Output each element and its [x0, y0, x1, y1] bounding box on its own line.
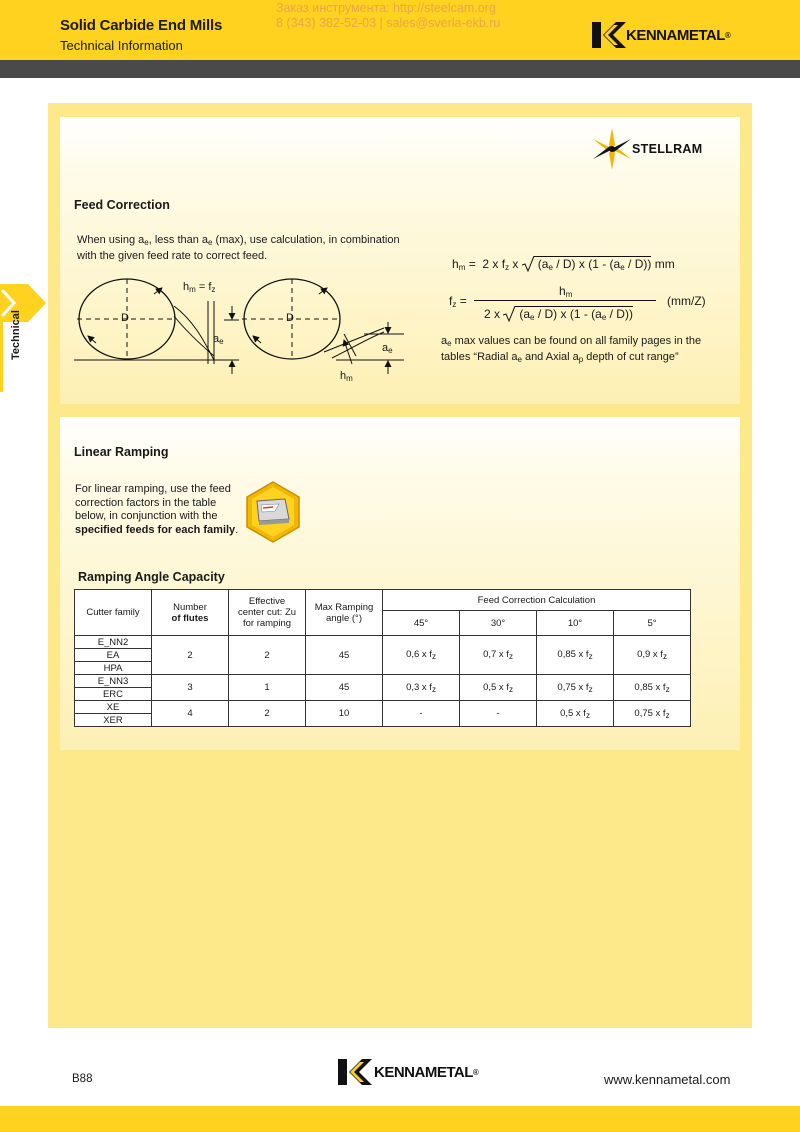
family-cell: E_NN3 [75, 675, 152, 688]
header-text: Max Ramping [314, 601, 374, 613]
side-tab-arrow-icon [0, 284, 46, 322]
ae-sub: e [219, 337, 224, 346]
sqrt-group [534, 256, 652, 272]
feed-correction-intro [77, 234, 417, 263]
header-text: angle (°) [325, 612, 362, 624]
header-text: Number [173, 601, 207, 613]
family-cell: XER [75, 714, 152, 727]
feed-value: 0,75 x f [634, 707, 666, 719]
header-cutter-family: Cutter family [75, 590, 152, 636]
feed-value: 0,6 x f [406, 649, 432, 660]
header-divider-band [0, 60, 800, 78]
formula-text: = [459, 294, 467, 308]
page-number: B88 [72, 1073, 93, 1085]
linear-ramping-heading: Linear Ramping [74, 445, 169, 459]
kennametal-k-icon [592, 22, 626, 48]
max-angle-cell: 45 [306, 675, 383, 701]
note-text: and Axial a [521, 350, 579, 363]
formula-sub: e [530, 313, 535, 322]
sqrt-icon [503, 306, 515, 322]
center-cut-cell: 2 [229, 636, 306, 675]
ramping-text-line: below, in conjunction with the [75, 510, 218, 522]
formula-fz-denominator [484, 306, 633, 322]
hm-equals-fz-label [183, 281, 215, 297]
formula-sub: e [548, 263, 553, 272]
formula-sub: m [458, 263, 466, 272]
feed-sub: z [665, 684, 670, 694]
order-link-line[interactable]: Заказ инструмента: http://steelcam.org [276, 1, 496, 15]
fz-label: f [208, 281, 212, 293]
header-text: center cut: Zu [237, 607, 297, 618]
max-angle-cell: 45 [306, 636, 383, 675]
header-angle-45: 45° [383, 611, 460, 636]
formula-text: = [468, 257, 476, 271]
feed-45-cell [383, 675, 460, 701]
feed-correction-heading: Feed Correction [74, 198, 170, 212]
header-angle-10: 10° [537, 611, 614, 636]
formula-text: / D) x (1 - (a [552, 257, 621, 271]
diameter-label: D [121, 312, 129, 324]
feed-sub: z [431, 652, 436, 661]
center-cut-cell: 1 [229, 675, 306, 701]
feed-sub: z [508, 684, 513, 694]
center-cut-cell: 2 [229, 701, 306, 727]
feed-sub: z [508, 652, 513, 661]
feed-value: 0,3 x f [406, 681, 432, 693]
formula-sub: e [620, 263, 625, 272]
ramping-text-line: correction factors in the table [75, 496, 217, 509]
feed-value: 0,75 x f [557, 681, 589, 693]
equals-sign: = [198, 281, 206, 293]
feed-30-cell [460, 675, 537, 701]
hm-label: h [183, 281, 190, 293]
header-feed-correction: Feed Correction Calculation [383, 590, 691, 611]
formula-sub: m [565, 290, 573, 299]
note-text: depth of cut range” [583, 350, 679, 363]
formula-text: (a [537, 257, 549, 271]
formula-unit: mm [654, 257, 675, 271]
family-cell: HPA [75, 662, 152, 675]
formula-text: / D) x (1 - (a [534, 307, 602, 321]
family-cell: XE [75, 701, 152, 714]
formula-text: 2 x [484, 307, 501, 321]
intro-sub: e [144, 238, 149, 247]
formula-text: x [512, 257, 519, 271]
ramping-text-line: . [235, 523, 239, 536]
feed-5-cell [614, 636, 691, 675]
feed-value: 0,9 x f [637, 649, 663, 660]
formula-fz-lhs [449, 294, 467, 309]
feed-value: 0,7 x f [483, 649, 509, 660]
ae-label [213, 333, 224, 349]
feed-30-cell: - [460, 701, 537, 727]
stellram-logo [592, 127, 702, 171]
kennametal-logo [592, 22, 731, 48]
table-row [75, 701, 691, 714]
ae-text: a [382, 342, 389, 354]
header-angle-5: 5° [614, 611, 691, 636]
feed-value: 0,85 x f [634, 681, 666, 693]
sqrt-icon [522, 256, 534, 272]
ramping-text-line: For linear ramping, use the feed [75, 483, 231, 495]
sqrt-group [515, 306, 633, 322]
table-row [75, 675, 691, 688]
header-center-cut [229, 590, 306, 636]
ae-text: a [213, 333, 220, 345]
linear-ramping-text [75, 483, 245, 537]
feed-sub: z [588, 684, 593, 694]
feed-45-cell [383, 636, 460, 675]
footer-band [0, 1106, 800, 1132]
family-cell: E_NN2 [75, 636, 152, 649]
intro-sub: e [208, 238, 213, 247]
formula-text: / D)) [606, 307, 633, 321]
feed-5-cell [614, 675, 691, 701]
ae-max-note [441, 335, 731, 366]
stellram-wordmark: STELLRAM [632, 142, 703, 156]
table-title: Ramping Angle Capacity [78, 570, 225, 584]
header-angle-30: 30° [460, 611, 537, 636]
formula-fz-unit: (mm/Z) [667, 294, 706, 308]
feed-sub: z [431, 684, 436, 694]
hm-text: h [340, 370, 347, 382]
feed-5-cell [614, 701, 691, 727]
feed-value: 0,85 x f [557, 649, 589, 660]
diameter-label: D [286, 312, 294, 324]
header-max-ramping [306, 590, 383, 636]
table-row [75, 636, 691, 649]
kennametal-wordmark: KENNAMETAL [626, 26, 725, 44]
formula-text: h [559, 284, 566, 298]
intro-text: with the given feed rate to correct feed. [77, 249, 268, 262]
side-tab-line [0, 322, 3, 392]
flutes-cell: 3 [152, 675, 229, 701]
fz-sub: z [211, 285, 216, 294]
family-cell: ERC [75, 688, 152, 701]
side-tab-label: Technical [10, 310, 22, 360]
note-text: max values can be found on all family pages in the [451, 335, 702, 347]
header-text: Effective [248, 596, 286, 607]
max-angle-cell: 10 [306, 701, 383, 727]
formula-fz-numerator [559, 284, 572, 299]
feed-10-cell [537, 636, 614, 675]
formula-sub: z [505, 263, 510, 272]
ramping-angle-table [74, 589, 691, 727]
note-sub: e [447, 339, 452, 348]
formula-hm [452, 256, 675, 272]
hm-sub: m [189, 285, 196, 294]
ae-label [382, 342, 393, 358]
feed-value: 0,5 x f [560, 707, 586, 719]
formula-sub: e [601, 313, 607, 322]
hm-sub: m [346, 374, 353, 383]
family-cell: EA [75, 649, 152, 662]
footer-kennametal-logo [336, 1059, 479, 1085]
intro-text: (max), use calculation, in combination [212, 234, 400, 246]
feed-correction-diagram [74, 276, 414, 388]
feed-10-cell [537, 675, 614, 701]
flutes-cell: 4 [152, 701, 229, 727]
note-sub: p [578, 354, 584, 364]
note-sub: e [517, 354, 522, 364]
kennametal-wordmark: KENNAMETAL [374, 1063, 473, 1081]
ramping-text-bold: specified feeds for each family [75, 523, 236, 536]
feed-sub: z [662, 652, 667, 661]
formula-text: / D)) [624, 257, 652, 271]
header-text: of flutes [171, 612, 209, 624]
intro-text: , less than a [148, 234, 209, 246]
page-title: Solid Carbide End Mills [60, 17, 223, 34]
feed-value: 0,5 x f [483, 681, 509, 693]
ae-sub: e [388, 346, 393, 355]
feed-10-cell [537, 701, 614, 727]
trademark-mark: ® [472, 1067, 479, 1077]
linear-ramping-icon [245, 481, 301, 543]
feed-sub: z [585, 710, 590, 720]
website-link[interactable]: www.kennametal.com [604, 1072, 731, 1087]
intro-text: When using a [77, 234, 145, 246]
order-contact-line[interactable]: 8 (343) 382-52-03 | sales@sverla-ekb.ru [276, 16, 501, 30]
flutes-cell: 2 [152, 636, 229, 675]
formula-sub: z [452, 300, 457, 309]
trademark-mark: ® [724, 30, 731, 40]
feed-sub: z [588, 652, 593, 661]
formula-text: h [452, 257, 459, 271]
feed-45-cell: - [383, 701, 460, 727]
page-subtitle: Technical Information [60, 38, 183, 53]
header-flutes [152, 590, 229, 636]
formula-text: f [449, 294, 453, 308]
formula-text: 2 x f [482, 257, 506, 271]
feed-30-cell [460, 636, 537, 675]
note-text: a [441, 335, 448, 347]
fraction-bar [474, 300, 656, 301]
header-text: for ramping [242, 618, 292, 629]
formula-text: (a [519, 307, 531, 321]
feed-sub: z [665, 710, 670, 720]
hm-label [340, 370, 353, 386]
note-text: tables “Radial a [441, 350, 518, 363]
kennametal-k-icon [336, 1059, 374, 1085]
stellram-star-icon [592, 127, 632, 171]
